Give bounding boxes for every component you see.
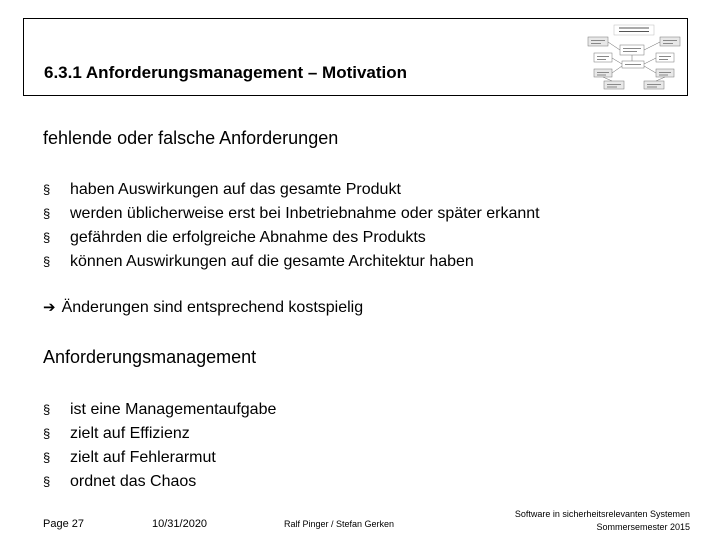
list-item: § ist eine Managementaufgabe — [43, 398, 276, 422]
title-box — [23, 18, 688, 96]
bullet-marker: § — [43, 254, 51, 269]
footer-date: 10/31/2020 — [152, 518, 208, 530]
course-semester: Sommersemester 2015 — [596, 522, 690, 532]
bullet-list-consequences — [43, 178, 540, 274]
list-item: § ordnet das Chaos — [43, 470, 276, 494]
list-item: § zielt auf Effizienz — [43, 422, 276, 446]
bullet-list-management — [43, 398, 276, 494]
section-heading-requirements-management: Anforderungsmanagement — [43, 347, 257, 367]
process-diagram-thumbnail — [586, 23, 682, 91]
page-number: Page 27 — [43, 518, 84, 530]
course-title: Software in sicherheitsrelevanten Systemen — [514, 509, 690, 519]
list-item: § haben Auswirkungen auf das gesamte Produkt — [43, 178, 540, 202]
conclusion-text: Änderungen sind entsprechend kostspielig — [61, 299, 364, 316]
footer-authors: Ralf Pinger / Stefan Gerken — [284, 519, 395, 529]
section-heading-missing-requirements: fehlende oder falsche Anforderungen — [43, 128, 339, 148]
bullet-marker: § — [43, 206, 51, 221]
bullet-marker: § — [43, 474, 51, 489]
list-item: § gefährden die erfolgreiche Abnahme des Produkts — [43, 226, 540, 250]
list-item: § zielt auf Fehlerarmut — [43, 446, 276, 470]
slide-title: 6.3.1 Anforderungsmanagement – Motivation — [44, 63, 408, 82]
right-arrow-icon: ➔ — [43, 298, 56, 316]
bullet-marker: § — [43, 426, 51, 441]
bullet-marker: § — [43, 230, 51, 245]
bullet-marker: § — [43, 450, 51, 465]
list-item: § werden üblicherweise erst bei Inbetriebnahme oder später erkannt — [43, 202, 540, 226]
footer-course — [515, 508, 690, 534]
conclusion-line — [43, 298, 363, 317]
bullet-marker: § — [43, 182, 51, 197]
bullet-marker: § — [43, 402, 51, 417]
list-item: § können Auswirkungen auf die gesamte Architektur haben — [43, 250, 540, 274]
